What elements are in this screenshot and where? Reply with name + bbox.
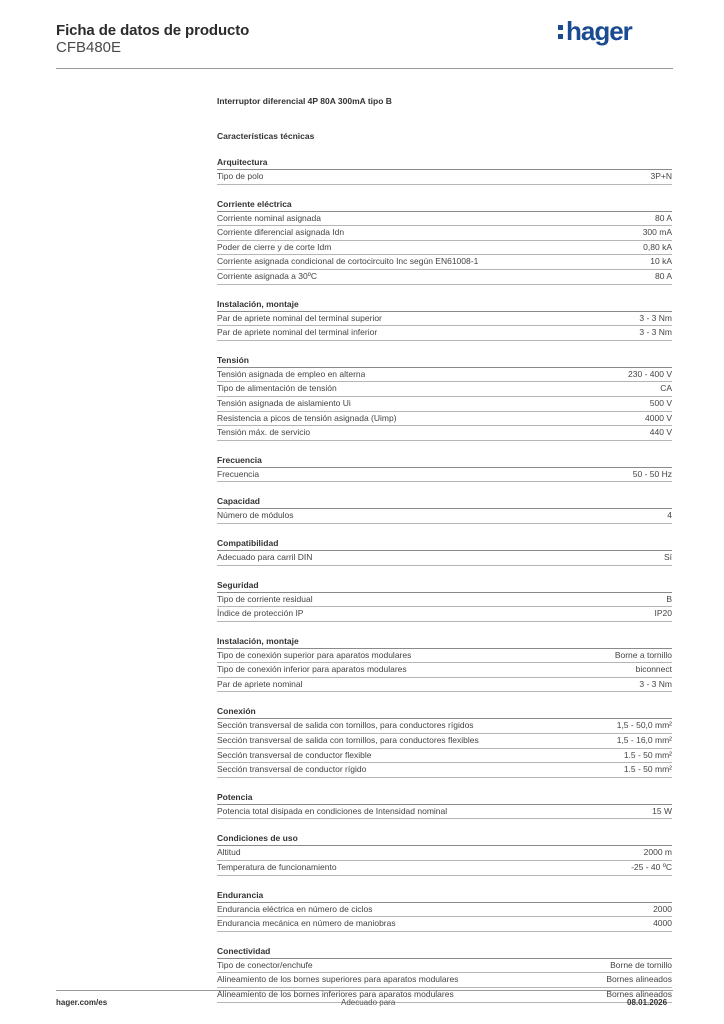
spec-row xyxy=(217,846,672,861)
spec-section xyxy=(217,832,672,875)
spec-value: 4000 xyxy=(653,918,672,929)
spec-value: 1.5 - 50 mm² xyxy=(623,764,672,775)
brand-logo xyxy=(566,16,632,47)
spec-section xyxy=(217,791,672,820)
spec-label: Adecuado para carril DIN xyxy=(217,551,313,562)
spec-section xyxy=(217,635,672,693)
section-title: Capacidad xyxy=(217,495,672,509)
spec-value: 80 A xyxy=(654,212,672,223)
spec-value: 3 - 3 Nm xyxy=(639,327,672,338)
spec-section xyxy=(217,198,672,285)
spec-row xyxy=(217,468,672,483)
section-title: Corriente eléctrica xyxy=(217,198,672,212)
spec-row xyxy=(217,903,672,918)
spec-row xyxy=(217,719,672,734)
spec-row xyxy=(217,397,672,412)
spec-label: Alineamiento de los bornes inferiores para aparatos modulares xyxy=(217,989,454,999)
section-title: Conectividad xyxy=(217,945,672,959)
spec-section xyxy=(217,945,672,1003)
spec-row xyxy=(217,509,672,524)
spec-label: Corriente nominal asignada xyxy=(217,212,321,223)
spec-value: 80 A xyxy=(654,270,672,281)
spec-label: Número de módulos xyxy=(217,510,294,521)
spec-label: Sección transversal de salida con tornillos, para conductores flexibles xyxy=(217,735,479,746)
footer-website[interactable]: hager.com/es xyxy=(56,998,108,1007)
spec-value: 3 - 3 Nm xyxy=(639,678,672,689)
spec-value: 10 kA xyxy=(650,256,672,267)
spec-row xyxy=(217,270,672,285)
spec-section xyxy=(217,705,672,777)
spec-row xyxy=(217,326,672,341)
spec-row xyxy=(217,551,672,566)
spec-value: 500 V xyxy=(649,397,672,408)
spec-row xyxy=(217,663,672,678)
page-title: Ficha de datos de producto xyxy=(56,22,250,39)
spec-section xyxy=(217,156,672,185)
spec-label: Sección transversal de conductor flexible xyxy=(217,749,372,760)
spec-value: CA xyxy=(660,383,672,394)
spec-row xyxy=(217,649,672,664)
spec-row xyxy=(217,426,672,441)
section-title: Instalación, montaje xyxy=(217,635,672,649)
spec-row xyxy=(217,312,672,327)
spec-section xyxy=(217,579,672,622)
spec-label: Par de apriete nominal del terminal inferior xyxy=(217,327,378,338)
spec-value: Bornes alineados xyxy=(606,989,672,999)
spec-row xyxy=(217,917,672,932)
spec-label: Par de apriete nominal xyxy=(217,678,303,689)
spec-label: Tensión asignada de aislamiento Ui xyxy=(217,397,351,408)
spec-row xyxy=(217,805,672,820)
spec-label: Tipo de corriente residual xyxy=(217,593,313,604)
spec-label: Potencia total disipada en condiciones de Intensidad nominal xyxy=(217,805,448,816)
footer-center-text: Adecuado para xyxy=(341,998,396,1007)
spec-section xyxy=(217,454,672,483)
spec-label: Endurancia eléctrica en número de ciclos xyxy=(217,903,373,914)
section-title: Conexión xyxy=(217,705,672,719)
section-title: Endurancia xyxy=(217,889,672,903)
spec-row xyxy=(217,734,672,749)
section-title: Seguridad xyxy=(217,579,672,593)
spec-value: 15 W xyxy=(652,805,672,816)
spec-row xyxy=(217,368,672,383)
spec-row xyxy=(217,255,672,270)
spec-label: Tensión asignada de empleo en alterna xyxy=(217,368,366,379)
brand-name: hager xyxy=(566,16,632,46)
spec-value: 2000 xyxy=(653,903,672,914)
spec-label: Temperatura de funcionamiento xyxy=(217,862,337,873)
spec-value: IP20 xyxy=(654,608,672,619)
spec-label: Tipo de conexión inferior para aparatos modulares xyxy=(217,664,407,675)
spec-row xyxy=(217,170,672,185)
spec-section xyxy=(217,889,672,932)
spec-value: 440 V xyxy=(649,427,672,438)
section-title: Arquitectura xyxy=(217,156,672,170)
spec-value: biconnect xyxy=(635,664,672,675)
spec-label: Corriente diferencial asignada Idn xyxy=(217,227,345,238)
spec-label: Tipo de polo xyxy=(217,171,264,181)
spec-label: Tipo de conexión superior para aparatos modulares xyxy=(217,649,412,660)
section-title: Tensión xyxy=(217,354,672,368)
spec-label: Índice de protección IP xyxy=(217,608,304,619)
footer-date: 08.01.2026 xyxy=(627,998,668,1007)
spec-row xyxy=(217,678,672,693)
spec-row xyxy=(217,382,672,397)
product-name: Interruptor diferencial 4P 80A 300mA tipo B xyxy=(217,96,392,106)
spec-value: 230 - 400 V xyxy=(628,368,672,379)
header-divider xyxy=(56,68,673,69)
spec-row xyxy=(217,226,672,241)
spec-value: 0,80 kA xyxy=(643,241,672,252)
spec-row xyxy=(217,593,672,608)
spec-label: Par de apriete nominal del terminal superior xyxy=(217,312,382,323)
spec-label: Corriente asignada a 30ºC xyxy=(217,270,317,281)
product-reference: CFB480E xyxy=(56,39,122,56)
spec-value: 3P+N xyxy=(650,171,672,181)
spec-label: Corriente asignada condicional de cortocircuito Inc según EN61008-1 xyxy=(217,256,479,267)
spec-label: Endurancia mecánica en número de maniobras xyxy=(217,918,396,929)
spec-label: Tipo de conector/enchufe xyxy=(217,959,313,970)
spec-value: 4 xyxy=(667,510,672,521)
spec-value: 2000 m xyxy=(643,847,672,858)
logo-dots-icon xyxy=(558,25,563,43)
spec-label: Alineamiento de los bornes superiores para aparatos modulares xyxy=(217,974,459,985)
spec-row xyxy=(217,607,672,622)
spec-sections xyxy=(217,156,672,1003)
section-title: Potencia xyxy=(217,791,672,805)
spec-value: 1,5 - 50,0 mm² xyxy=(616,720,672,731)
section-title: Frecuencia xyxy=(217,454,672,468)
section-heading: Características técnicas xyxy=(217,131,315,141)
spec-label: Frecuencia xyxy=(217,468,260,479)
spec-label: Sección transversal de salida con tornillos, para conductores rígidos xyxy=(217,720,474,731)
spec-value: Sí xyxy=(663,551,672,562)
spec-value: Borne a tornillo xyxy=(614,649,672,660)
spec-label: Resistencia a picos de tensión asignada (Uimp) xyxy=(217,412,397,423)
spec-row xyxy=(217,973,672,988)
section-title: Condiciones de uso xyxy=(217,832,672,846)
spec-row xyxy=(217,959,672,974)
spec-label: Tipo de alimentación de tensión xyxy=(217,383,337,394)
spec-value: Bornes alineados xyxy=(606,974,672,985)
spec-value: B xyxy=(666,593,672,604)
spec-value: 1,5 - 16,0 mm² xyxy=(616,735,672,746)
spec-row xyxy=(217,241,672,256)
spec-value: -25 - 40 ºC xyxy=(631,862,672,873)
spec-section xyxy=(217,495,672,524)
spec-value: 3 - 3 Nm xyxy=(639,312,672,323)
spec-row xyxy=(217,212,672,227)
spec-label: Tensión máx. de servicio xyxy=(217,427,311,438)
spec-row xyxy=(217,861,672,876)
spec-label: Sección transversal de conductor rígido xyxy=(217,764,367,775)
spec-label: Poder de cierre y de corte Idm xyxy=(217,241,332,252)
spec-section xyxy=(217,537,672,566)
spec-value: 300 mA xyxy=(642,227,672,238)
spec-section xyxy=(217,354,672,441)
section-title: Instalación, montaje xyxy=(217,298,672,312)
spec-section xyxy=(217,298,672,341)
spec-row xyxy=(217,749,672,764)
spec-value: 1.5 - 50 mm² xyxy=(623,749,672,760)
section-title: Compatibilidad xyxy=(217,537,672,551)
spec-row xyxy=(217,763,672,778)
spec-value: 4000 V xyxy=(645,412,672,423)
footer-divider xyxy=(56,990,673,991)
spec-value: Borne de tornillo xyxy=(610,959,672,970)
spec-label: Altitud xyxy=(217,847,241,858)
datasheet-content xyxy=(217,95,672,1003)
spec-row xyxy=(217,412,672,427)
spec-value: 50 - 50 Hz xyxy=(632,468,672,479)
